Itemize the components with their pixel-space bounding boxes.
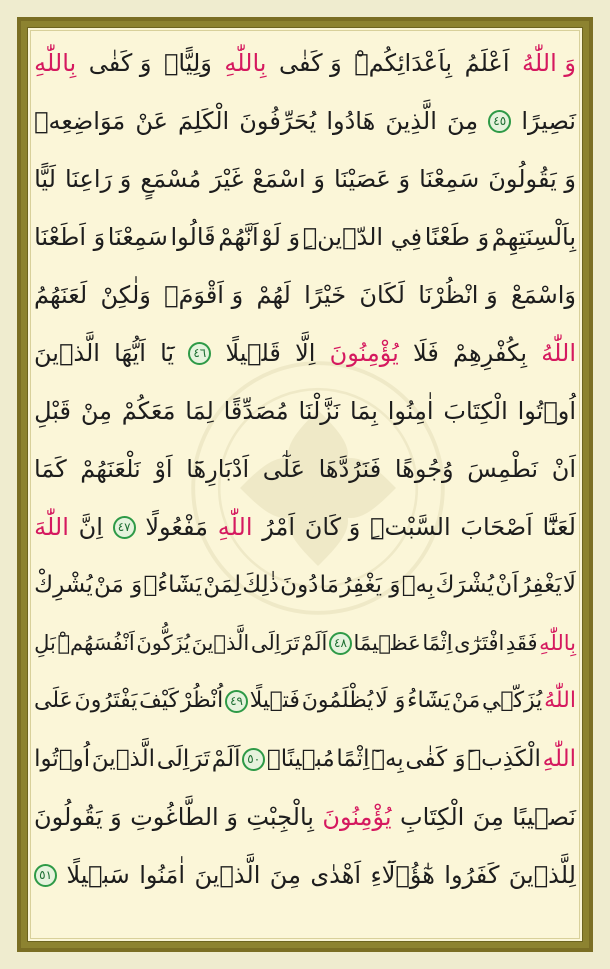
verse-word: مَعَكُمْ <box>121 397 176 425</box>
verse-word: اٰمَنُوا <box>139 861 186 889</box>
verse-word: فَت۪يلًا <box>249 688 300 713</box>
verse-word: كَيْفَ <box>139 688 180 713</box>
text-line <box>34 558 576 612</box>
verse-word: اَهْدٰى <box>310 861 362 889</box>
verse-word: يُظْلَمُونَ <box>301 688 374 713</box>
verse-word: الَّذ۪ينَ <box>194 861 261 889</box>
verse-word: قَبْلِ <box>34 397 72 425</box>
verse-word: وَ يَغْفِرُ <box>340 571 401 598</box>
verse-word: اَلَمْ <box>301 630 328 655</box>
text-line <box>34 268 576 322</box>
divine-name-word: اللّٰهِ <box>542 745 576 772</box>
verse-word: وَاسْمَعْ <box>510 281 576 309</box>
verse-word: لَعَنَهُمُ <box>34 281 88 309</box>
verse-word: وَ مَنْ <box>93 571 143 598</box>
verse-word: بِه۪ <box>401 571 435 598</box>
verse-word: مِنْ <box>80 397 112 425</box>
verse-word: اَوْ <box>154 455 173 483</box>
verse-word: يُزَكُّونَ <box>136 630 191 655</box>
verse-word: اٰمِنُوا <box>387 397 434 425</box>
divine-name-word: يُؤْمِنُونَ <box>322 803 392 831</box>
verse-word: مُب۪ينًا۟ <box>266 745 335 772</box>
divine-name-word: اللّٰهَ <box>34 513 69 541</box>
verse-word: وَ لَوْ <box>261 223 301 251</box>
text-line <box>34 848 576 902</box>
verse-word: يَٓا <box>160 339 175 367</box>
verse-word: فَلَا <box>413 339 439 367</box>
text-line <box>34 442 576 496</box>
verse-word: يُزَكّ۪ي <box>482 688 543 713</box>
divine-name-word: بِاللّٰهِ <box>34 49 77 77</box>
verse-word: مُصَدِّقًا <box>223 397 289 425</box>
verse-word: مَوَاضِعِه۪ <box>34 107 126 135</box>
verse-word: بَلِ <box>34 630 56 655</box>
verse-word: اَلَمْ <box>211 745 241 772</box>
verse-word: نَطْمِسَ <box>467 455 539 483</box>
verse-word: وَ انْظُرْنَا <box>418 281 498 309</box>
verse-word: عَلَى <box>34 688 73 713</box>
verse-word: اِلَى <box>156 745 190 772</box>
verse-word: وَ اَطَعْنَا <box>34 223 106 251</box>
text-line <box>34 674 576 728</box>
verse-word: وَ كَفٰى <box>88 49 152 77</box>
verse-word: الْكِتَابِ <box>399 803 465 831</box>
ayah-number-marker: ٤٥ <box>488 110 511 133</box>
verse-word: عَنْ <box>135 107 168 135</box>
verse-word: لِمَنْ <box>203 571 242 598</box>
verse-word: يَشَٓاءُۚ <box>143 571 202 598</box>
verse-word: وَ يَقُولُونَ <box>34 803 122 831</box>
verse-word: لَكَانَ <box>359 281 405 309</box>
verse-word: مَفْعُولًا <box>145 513 209 541</box>
verse-word: وَ طَعْنًا <box>424 223 490 251</box>
verse-word: اَنَّهُمْ <box>218 223 259 251</box>
text-line <box>34 210 576 264</box>
ayah-number-marker: ٤٧ <box>113 516 136 539</box>
verse-word: بِكُفْرِهِمْ <box>453 339 527 367</box>
verse-word: وَ عَصَيْنَا <box>333 165 411 193</box>
verse-word: اُنْظُرْ <box>180 688 224 713</box>
verse-word: عَظ۪يمًا <box>353 630 421 655</box>
verse-word: اِلَّا <box>295 339 316 367</box>
divine-name-word: بِاللّٰهِ <box>539 630 576 655</box>
verse-word: كَفَرُوا <box>444 861 500 889</box>
verse-word: لِمَا <box>185 397 214 425</box>
text-line <box>34 152 576 206</box>
verse-word: مِنَ <box>447 107 479 135</box>
verse-word: لِلَّذ۪ينَ <box>508 861 576 889</box>
verse-word: نَص۪يبًا <box>512 803 576 831</box>
verse-word: اَمْرُ <box>262 513 296 541</box>
divine-name-word: اللّٰهُ <box>544 688 576 713</box>
text-lines <box>34 36 576 936</box>
verse-word: الَّذ۪ينَ <box>34 339 100 367</box>
text-line <box>34 616 576 670</box>
verse-word: قَل۪يلًا <box>225 339 281 367</box>
verse-word: اُو۫تُوا <box>517 397 576 425</box>
verse-word: فَقَدِ <box>505 630 538 655</box>
ayah-number-marker: ٥٠ <box>242 748 265 771</box>
verse-word: الْكَلِمَ <box>178 107 230 135</box>
verse-word: الَّذ۪ينَ <box>191 630 250 655</box>
verse-word: نَزَّلْنَا <box>298 397 341 425</box>
verse-word: يُحَرِّفُونَ <box>239 107 317 135</box>
verse-word: الَّذ۪ينَ <box>91 745 155 772</box>
verse-word: يَغْفِرُ <box>519 571 562 598</box>
verse-word: اِلَى <box>250 630 281 655</box>
verse-word: لَيًّا <box>34 165 56 193</box>
verse-word: هٰٓؤُ۬لَٓاءِ <box>370 861 435 889</box>
verse-word: هَادُوا <box>326 107 376 135</box>
verse-word: وَلِيًّاۗ <box>163 49 212 77</box>
verse-word: لَا <box>562 571 576 598</box>
verse-word: كَمَا <box>34 455 67 483</box>
verse-word: سَمِعْنَا <box>107 223 168 251</box>
verse-word: اَدْبَارِهَٓا <box>186 455 250 483</box>
text-line <box>34 384 576 438</box>
verse-word: تَرَ <box>190 745 211 772</box>
verse-word: الَّذِينَ <box>385 107 437 135</box>
divine-name-word: وَ اللّٰهُ <box>521 49 576 77</box>
verse-word: مَنْ <box>451 688 481 713</box>
verse-word: وَ اَقْوَمَۙ <box>164 281 244 309</box>
verse-word: بِاَلْسِنَتِهِمْ <box>491 223 576 251</box>
verse-word: لَعَنَّٓا <box>542 513 576 541</box>
text-line <box>34 732 576 786</box>
verse-word: اَنْفُسَهُمْۜ <box>57 630 135 655</box>
verse-word: فَنَرُدَّهَا <box>318 455 382 483</box>
divine-name-word: اللّٰهِ <box>217 513 253 541</box>
verse-word: غَيْرَ <box>210 165 244 193</box>
verse-word: وَ كَفٰى <box>405 745 466 772</box>
ayah-number-marker: ٤٨ <box>329 632 352 655</box>
verse-word: قَالُوا <box>170 223 216 251</box>
verse-word: دُونَ <box>280 571 319 598</box>
verse-word: بِمَا <box>350 397 378 425</box>
verse-word: يَفْتَرُونَ <box>74 688 138 713</box>
verse-word: اَيُّهَا <box>114 339 146 367</box>
verse-word: نَلْعَنَهُمْ <box>80 455 141 483</box>
verse-word: وَ كَفٰى <box>278 49 342 77</box>
verse-word: وَ اسْمَعْ <box>252 165 325 193</box>
verse-word: بِالْجِبْتِ <box>246 803 314 831</box>
text-line <box>34 326 576 380</box>
verse-word: مُسْمَعٍ <box>140 165 202 193</box>
verse-word: اِنَّ <box>78 513 103 541</box>
verse-word: سَمِعْنَا <box>419 165 480 193</box>
text-line <box>34 500 576 554</box>
verse-word: بِاَعْدَائِكُمْۜ <box>354 49 453 77</box>
ayah-number-marker: ٤٦ <box>188 342 211 365</box>
verse-word: اَعْلَمُ <box>464 49 510 77</box>
verse-word: فِي الدّ۪ينِۜ <box>302 223 423 251</box>
verse-word: لَهُمْ <box>256 281 291 309</box>
verse-word: ذٰلِكَ <box>242 571 279 598</box>
verse-word: بِه۪ٓ <box>371 745 404 772</box>
verse-word: وَ لَا <box>375 688 406 713</box>
verse-word: الْكِتَابَ <box>443 397 508 425</box>
text-line <box>34 790 576 844</box>
verse-word: عَلٰٓى <box>262 455 305 483</box>
verse-word: مِنَ <box>472 803 504 831</box>
verse-word: تَرَ <box>282 630 300 655</box>
verse-word: اَنْ <box>551 455 576 483</box>
divine-name-word: يُؤْمِنُونَ <box>329 339 399 367</box>
verse-word: اَنْ <box>495 571 519 598</box>
verse-word: يَشَٓاءُ <box>407 688 450 713</box>
verse-word: وُجُوهًا <box>394 455 454 483</box>
verse-word: وَ رَاعِنَا <box>64 165 132 193</box>
verse-word: يُشْرِكْ <box>34 571 93 598</box>
divine-name-word: بِاللّٰهِ <box>224 49 267 77</box>
verse-word: اِثْمًا <box>336 745 370 772</box>
verse-word: سَب۪يلًا <box>66 861 130 889</box>
ayah-number-marker: ٤٩ <box>225 690 248 713</box>
verse-word: خَيْرًا <box>304 281 347 309</box>
verse-word: مَا <box>319 571 339 598</box>
verse-word: وَ يَقُولُونَ <box>488 165 576 193</box>
verse-word: يُشْرَكَ <box>435 571 495 598</box>
verse-word: اُو۫تُوا <box>34 745 91 772</box>
text-line <box>34 94 576 148</box>
verse-word: وَ كَانَ <box>304 513 361 541</box>
ayah-number-marker: ٥١ <box>34 864 57 887</box>
verse-word: مِنَ <box>269 861 301 889</box>
verse-word: نَصِيرًا <box>521 107 576 135</box>
verse-word: افْتَرٰٓى <box>454 630 505 655</box>
verse-word: السَّبْتِۜ <box>370 513 451 541</box>
verse-word: اِثْمًا <box>422 630 453 655</box>
divine-name-word: اللّٰهُ <box>541 339 576 367</box>
verse-word: اَصْحَابَ <box>460 513 533 541</box>
text-line <box>34 36 576 90</box>
verse-word: وَلٰكِنْ <box>100 281 151 309</box>
verse-word: الْكَذِبَۜ <box>467 745 541 772</box>
verse-word: وَ الطَّاغُوتِ <box>130 803 238 831</box>
